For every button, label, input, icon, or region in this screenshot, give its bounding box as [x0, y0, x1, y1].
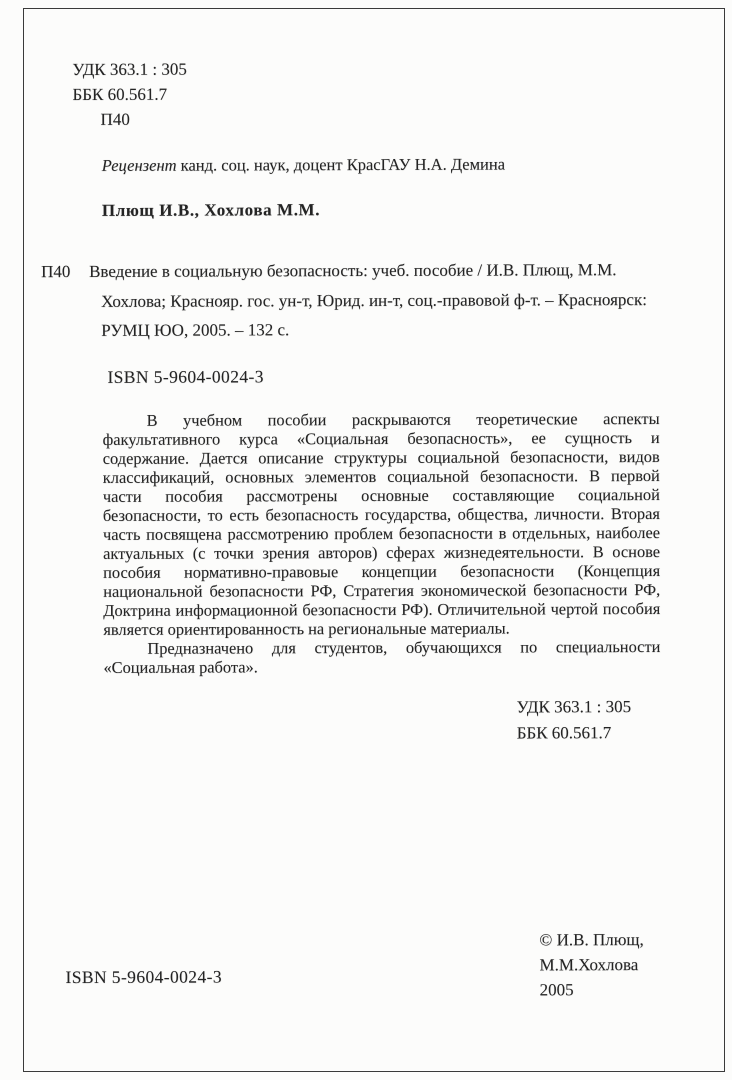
copyright-authors-line-1: © И.В. Плющ, — [539, 930, 644, 950]
bbk-number-right: ББК 60.561.7 — [516, 723, 612, 743]
copyright-authors-line-2: М.М.Хохлова — [539, 955, 639, 975]
authors-line: Плющ И.В., Хохлова М.М. — [101, 200, 321, 220]
bibliographic-entry — [41, 255, 665, 346]
classification-codes-top — [72, 57, 187, 132]
biblio-author-sign: П40 — [41, 262, 71, 282]
udk-number-right: УДК 363.1 : 305 — [516, 697, 632, 717]
isbn-line: ISBN 5-9604-0024-3 — [107, 366, 264, 387]
udk-number: УДК 363.1 : 305 — [72, 59, 187, 80]
annotation-paragraph-2: Предназначено для студентов, обучающихся по специальности «Социальная работа». — [103, 636, 661, 677]
reviewer-label: Рецензент — [101, 155, 177, 175]
reviewer-text: канд. соц. наук, доцент КрасГАУ Н.А. Демина — [180, 154, 506, 175]
copyright-year: 2005 — [539, 980, 574, 1000]
author-sign-code: П40 — [100, 109, 130, 129]
isbn-bottom-line: ISBN 5-9604-0024-3 — [65, 966, 222, 988]
copyright-block — [539, 927, 644, 1002]
bbk-number: ББК 60.561.7 — [72, 84, 168, 105]
classification-codes-right — [517, 694, 632, 746]
annotation-paragraph-1: В учебном пособии раскрываются теоретические аспекты факультативного курса «Социальная безопасность», ее сущность и содержание. Дается описание структуры социальной безопасности, видов классификаций, основных элементов социальной безопасности. В первой части пособия рассмотрены основные составляющие социальной безопасности, то есть безопасность государства, общества, личности. Вторая часть посвящена рассмотрению проблем безопасности в отдельных, наиболее актуальных (с точки зрения авторов) сферах жизнедеятельности. В основе пособия нормативно-правовые концепции безопасности (Концепция национальной безопасности РФ, Стратегия экономической безопасности РФ, Доктрина информационной безопасности РФ). Отличительной чертой пособия является ориентированность на региональные материалы. — [102, 408, 661, 639]
biblio-text: Введение в социальную безопасность: учеб. пособие / И.В. Плющ, М.М. Хохлова; Краснояр. гос. ун-т, Юрид. ин-т, соц.-правовой ф-т. – Красноярск: РУМЦ ЮО, 2005. – 132 с. — [89, 260, 647, 340]
annotation — [103, 409, 661, 677]
reviewer-line — [102, 155, 505, 176]
